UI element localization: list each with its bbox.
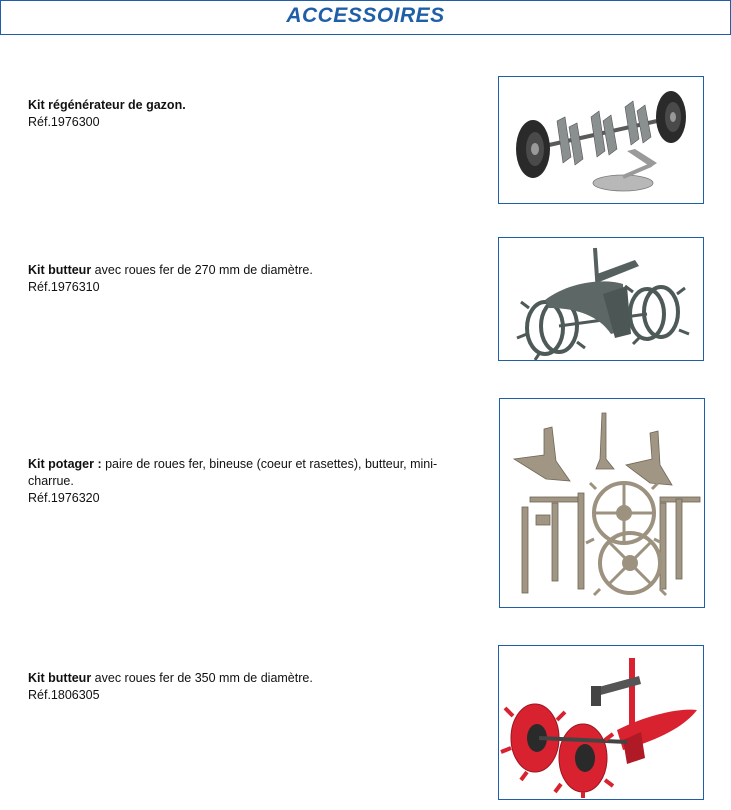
accessory-name: Kit butteur <box>28 671 92 685</box>
page-title: ACCESSOIRES <box>286 4 445 27</box>
vegetable-garden-kit-image <box>500 399 704 607</box>
product-photo <box>498 76 704 204</box>
accessory-name: Kit régénérateur de gazon. <box>28 98 186 112</box>
accessory-ref: Réf.1806305 <box>28 688 100 702</box>
ridger-kit-270-image <box>499 238 703 360</box>
accessory-ref: Réf.1976300 <box>28 115 100 129</box>
accessory-ref: Réf.1976310 <box>28 280 100 294</box>
product-photo <box>499 398 705 608</box>
product-photo <box>498 645 704 800</box>
product-photo <box>498 237 704 361</box>
accessory-description: Kit butteur avec roues fer de 350 mm de diamètre. Réf.1806305 <box>28 671 313 702</box>
accessory-description: Kit potager : paire de roues fer, bineuse (coeur et rasettes), butteur, mini-charrue. Réf.1976320 <box>28 457 438 505</box>
page-header <box>0 0 731 35</box>
accessory-description: Kit butteur avec roues fer de 270 mm de diamètre. Réf.1976310 <box>28 263 313 294</box>
accessory-name: Kit butteur <box>28 263 92 277</box>
accessory-ref: Réf.1976320 <box>28 491 100 505</box>
accessory-description <box>28 97 478 131</box>
ridger-kit-350-image <box>499 646 703 799</box>
lawn-regenerator-kit-image <box>499 77 703 203</box>
accessory-name: Kit potager : <box>28 457 102 471</box>
